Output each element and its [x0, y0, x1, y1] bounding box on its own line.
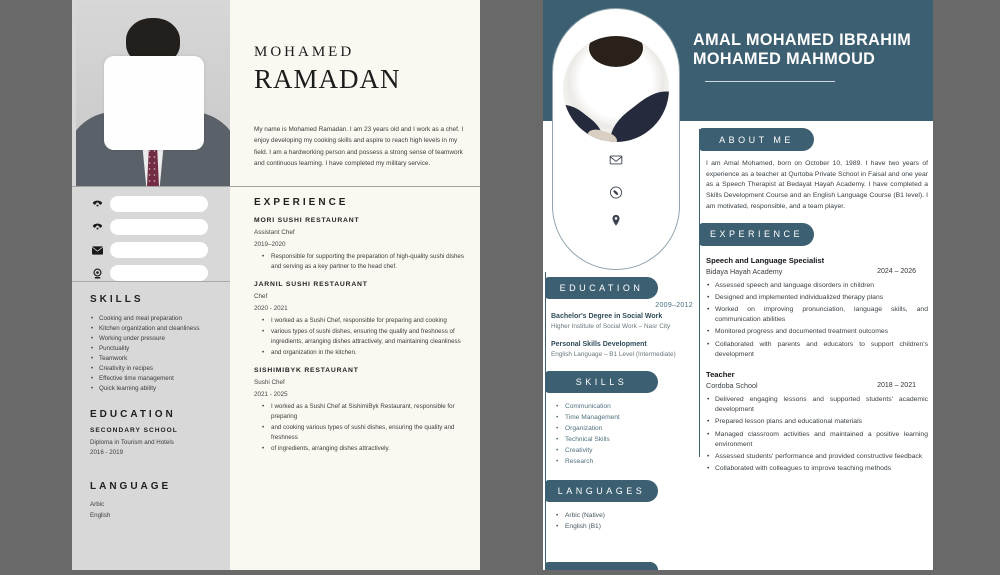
profile-summary: My name is Mohamed Ramadan. I am 23 years old and I work as a chef. I enjoy developing my cooking skills and aspire to reach high levels in my field. I am a hardworking person and possess a strong sense of teamwork and continuous learning. I have completed my military service.: [254, 126, 464, 168]
page-divider: [72, 186, 480, 187]
job-role: Chef: [254, 293, 268, 301]
education-school: SECONDARY SCHOOL: [90, 427, 178, 434]
job-role: Assistant Chef: [254, 229, 295, 236]
education-pill: EDUCATION: [545, 277, 658, 299]
job-bullet: • various types of sushi dishes, ensuring the quality and freshness of ingredients, arranging dishes attractively, and maintaining cleanliness: [262, 327, 472, 347]
job-entry: [254, 217, 472, 272]
skill-item: • Cooking and meal preparation: [90, 314, 216, 324]
job-entry: [706, 370, 928, 474]
education-entry-subtitle: English Language – B1 Level (Intermediate): [551, 351, 676, 358]
name-line-1: AMAL MOHAMED IBRAHIM: [693, 31, 912, 49]
location-icon: [92, 268, 103, 279]
education-dates: 2016 - 2019: [90, 449, 124, 456]
education-entry-title: Personal Skills Development: [551, 341, 647, 348]
job-organization: Bidaya Hayah Academy: [706, 266, 783, 276]
education-entry-subtitle: Higher Institute of Social Work – Nasr City: [551, 323, 671, 330]
job-entry: [254, 281, 472, 358]
job-bullet: • Managed classroom activities and maintained a positive learning environment: [706, 430, 928, 450]
about-me-text: I am Amal Mohamed, born on October 10, 1989. I have two years of experience as a teacher at Qurtoba Private School in Faisal and one year as a Speech Therapist at Bedayat Hayah Academy. I have completed a Skills Development Course and an English Language Course (B1 level). I am motivated, responsible, and a team player.: [706, 160, 928, 210]
job-title-block: [706, 256, 877, 276]
skill-item: • Creativity: [556, 445, 693, 456]
job-bullet: • Delivered engaging lessons and supported students' academic development: [706, 395, 928, 415]
skill-item: • Quick learning ability: [90, 384, 216, 394]
experience-section: [254, 186, 472, 455]
job-dates: 2019–2020: [254, 241, 286, 248]
skill-item: • Technical Skills: [556, 434, 693, 445]
contact-row-phone-2: [92, 219, 208, 235]
location-pin-icon: [612, 214, 621, 227]
job-entry: [706, 256, 928, 360]
job-dates: 2024 – 2026: [877, 267, 916, 275]
job-bullet: • I worked as a Sushi Chef, responsible for preparing and cooking: [262, 316, 472, 326]
languages-pill: LANGUAGES: [545, 480, 658, 502]
photo-hair: [589, 36, 643, 67]
job-bullet: • and cooking various types of sushi dishes, ensuring the quality and freshness: [262, 423, 472, 443]
education-heading: EDUCATION: [90, 409, 176, 420]
contact-row-email: [92, 242, 208, 258]
education-entry-title: Bachelor's Degree in Social Work: [551, 313, 663, 320]
skill-item: • Time Management: [556, 412, 693, 423]
job-bullet: • Assessed students' performance and provided constructive feedback: [706, 452, 928, 462]
job-bullets: [262, 252, 472, 272]
skill-item: • Effective time management: [90, 374, 216, 384]
job-title: Speech and Language Specialist: [706, 255, 825, 265]
name-line-2: MOHAMED MAHMOUD: [693, 49, 876, 68]
mail-icon: [610, 155, 623, 165]
skills-heading: SKILLS: [90, 294, 144, 305]
job-bullet: • and organization in the kitchen.: [262, 348, 472, 358]
job-title: Teacher: [706, 369, 735, 379]
experience-jobs: [706, 256, 928, 475]
right-column: [699, 128, 929, 474]
resume-right-page: [543, 0, 933, 570]
job-bullets: [706, 281, 928, 360]
skills-list: [90, 314, 216, 394]
name-block: [693, 31, 929, 82]
skill-item: • Punctuality: [90, 344, 216, 354]
photo-face-cover: [104, 56, 204, 150]
job-dates: 2018 – 2021: [877, 381, 916, 389]
job-company: JARNIL SUSHI RESTAURANT: [254, 281, 368, 289]
job-bullets: [262, 402, 472, 454]
job-title-block: [706, 370, 877, 390]
sidebar-body: [72, 282, 230, 521]
job-dates: 2021 - 2025: [254, 391, 288, 399]
job-bullet: • Responsible for supporting the preparation of high-quality sushi dishes and serving as a key partner to the head chef.: [262, 252, 472, 272]
last-name: RAMADAN: [254, 64, 401, 94]
job-bullet: • of ingredients, arranging dishes attractively.: [262, 444, 472, 454]
phone-icon: [92, 222, 103, 233]
job-bullet: • Collaborated with colleagues to improve teaching methods: [706, 464, 928, 474]
experience-pill: EXPERIENCE: [699, 223, 814, 246]
skills-list: [556, 401, 693, 467]
contact-value-pill: [110, 242, 208, 258]
contact-value-pill: [110, 265, 208, 281]
phone-icon: [610, 186, 623, 199]
job-entry: [254, 367, 472, 454]
contact-value-pill: [110, 196, 208, 212]
about-me-pill: ABOUT ME: [699, 128, 814, 151]
mail-icon: [92, 245, 103, 256]
experience-heading: EXPERIENCE: [254, 197, 349, 208]
language-item: Arbic: [90, 501, 105, 508]
job-bullet: • Monitored progress and documented treatment outcomes: [706, 327, 928, 337]
education-entry: [551, 313, 693, 330]
language-list: [90, 499, 216, 521]
language-heading: LANGUAGE: [90, 481, 172, 492]
education-entry: [551, 341, 693, 358]
first-name: MOHAMED: [254, 44, 355, 60]
language-item: • English (B1): [556, 521, 693, 532]
job-bullet: • Prepared lesson plans and educational materials: [706, 417, 928, 427]
resume-left-page: [72, 0, 480, 570]
cut-off-section-pill: [545, 562, 658, 570]
left-sidebar: [72, 0, 230, 570]
skill-item: • Kitchen organization and cleanliness: [90, 324, 216, 334]
skill-item: • Research: [556, 456, 693, 467]
job-header: [706, 370, 928, 390]
job-dates: 2020 - 2021: [254, 305, 288, 313]
contact-row-location: [92, 265, 208, 281]
name-block: [254, 44, 460, 95]
profile-photo-left: [76, 0, 230, 186]
language-item: English: [90, 512, 111, 519]
skill-item: • Teamwork: [90, 354, 216, 364]
language-item: • Arbic (Native): [556, 510, 693, 521]
job-bullet: • Collaborated with parents and educators to support children's development: [706, 340, 928, 360]
job-header: [706, 256, 928, 276]
skill-item: • Communication: [556, 401, 693, 412]
job-bullet: • Designed and implemented individualized therapy plans: [706, 293, 928, 303]
job-bullets: [262, 316, 472, 358]
job-bullet: • Worked on improving pronunciation, language skills, and communication abilities: [706, 305, 928, 325]
experience-jobs: [254, 217, 472, 455]
job-organization: Cordoba School: [706, 380, 758, 390]
skill-item: • Working under pressure: [90, 334, 216, 344]
job-role: Sushi Chef: [254, 379, 285, 387]
job-bullet: • I worked as a Sushi Chef at SishimiByk Restaurant, responsible for preparing: [262, 402, 472, 422]
education-entries: [543, 313, 693, 358]
job-bullets: [706, 395, 928, 474]
left-main-column: [230, 0, 480, 570]
contact-row-phone-1: [92, 196, 208, 212]
name-underline: [705, 81, 835, 82]
skills-pill: SKILLS: [545, 371, 658, 393]
education-dates: 2009–2012: [655, 302, 693, 309]
contact-list: [72, 187, 230, 288]
job-bullet: • Assessed speech and language disorders in children: [706, 281, 928, 291]
job-company: SISHIMIBYK RESTAURANT: [254, 367, 359, 375]
contact-value-pill: [110, 219, 208, 235]
photo-capsule: [552, 8, 680, 270]
languages-list: [556, 510, 693, 532]
skill-item: • Organization: [556, 423, 693, 434]
photo-clothing-right: [602, 82, 669, 142]
job-company: MORI SUSHI RESTAURANT: [254, 217, 360, 224]
middle-column: [543, 270, 693, 532]
education-degree: Diploma in Tourism and Hotels: [90, 439, 174, 446]
phone-icon: [92, 199, 103, 210]
profile-photo-right: [563, 36, 669, 142]
skill-item: • Creativity in recipes: [90, 364, 216, 374]
